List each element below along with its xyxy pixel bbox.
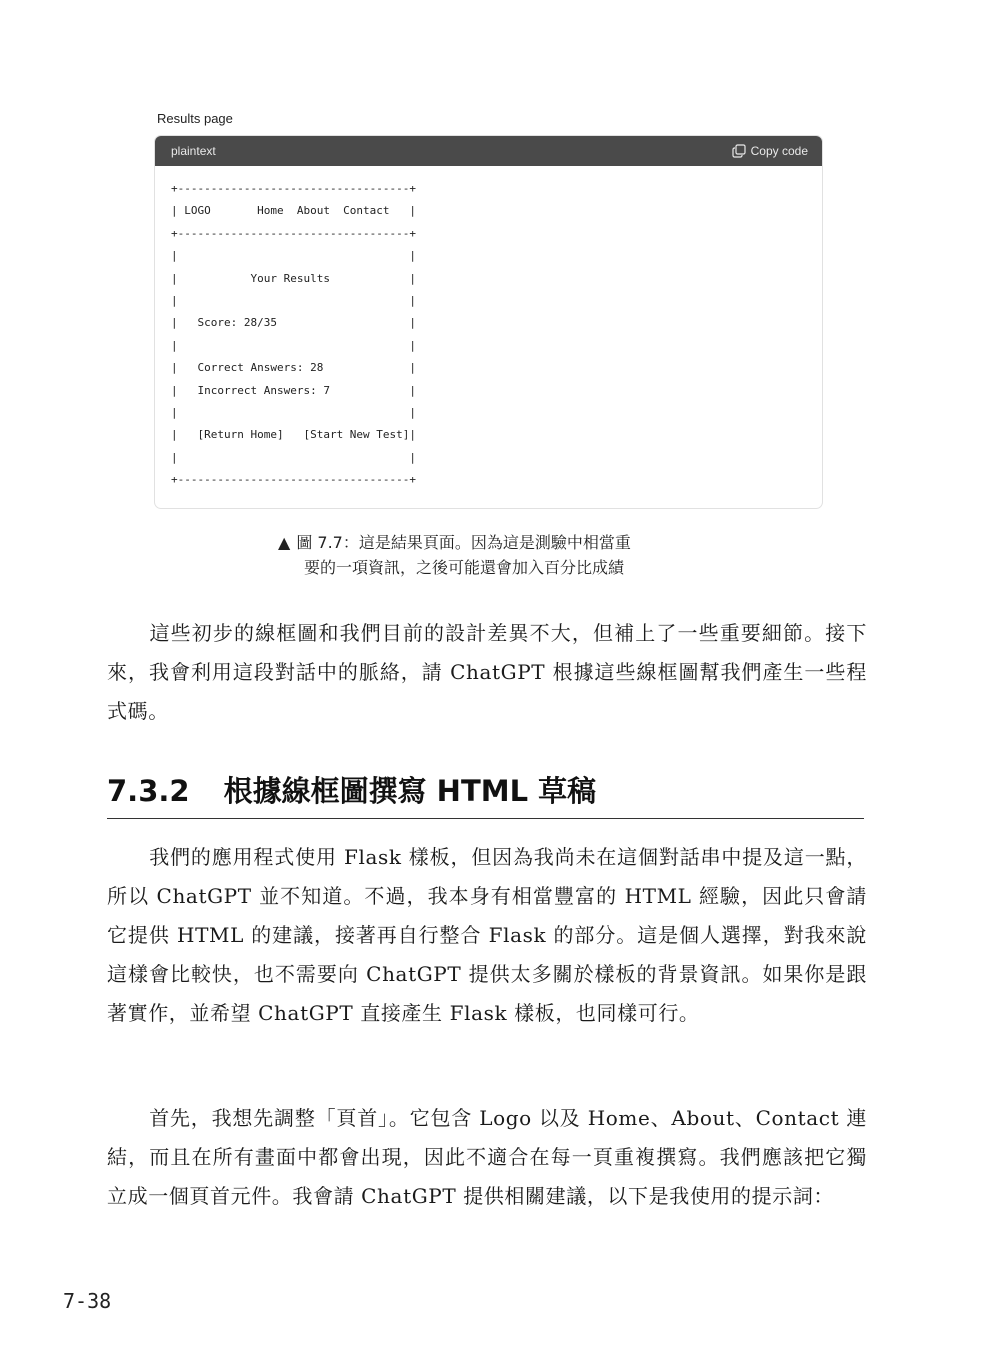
wireframe-code: +-----------------------------------+ | LOGO Home About Contact | +-----------------------------------+ | | | Your Results | | | | Score: 28/35 | | | | Correct Answers: 28 | | Incorrect Answers: 7 | | | | [Return Home] [Start New Test]| | | +-----------------------------------+ [171, 182, 417, 487]
code-block [155, 136, 822, 508]
figure-caption [278, 530, 748, 580]
caption-line-1: 圖 7.7：這是結果頁面。因為這是測驗中相當重 [296, 533, 631, 552]
paragraph-2: 我們的應用程式使用 Flask 樣板，但因為我尚未在這個對話串中提及這一點，所以 ChatGPT 並不知道。不過，我本身有相當豐富的 HTML 經驗，因此只會請它提供 HTML 的建議，接著再自行整合 Flask 的部分。這是個人選擇，對我來說這樣會比較快，也不需要向 ChatGPT 提供太多關於樣板的背景資訊。如果你是跟著實作，並希望 ChatGPT 直接產生 Flask 樣板，也同樣可行。 [107, 845, 867, 1025]
paragraph-1: 這些初步的線框圖和我們目前的設計差異不大，但補上了一些重要細節。接下來，我會利用這段對話中的脈絡，請 ChatGPT 根據這些線框圖幫我們產生一些程式碼。 [107, 621, 867, 723]
section-number: 7.3.2 [107, 774, 190, 808]
copy-icon [732, 144, 746, 158]
section-heading [107, 769, 864, 819]
figure-label: Results page [157, 111, 233, 126]
copy-code-button[interactable] [732, 144, 808, 158]
code-header [155, 136, 822, 166]
page-number: 7-38 [63, 1289, 112, 1313]
paragraph-3: 首先，我想先調整「頁首」。它包含 Logo 以及 Home、About、Contact 連結，而且在所有畫面中都會出現，因此不適合在每一頁重複撰寫。我們應該把它獨立成一個頁首元件。我會請 ChatGPT 提供相關建議，以下是我使用的提示詞： [107, 1106, 867, 1208]
code-language-label: plaintext [171, 144, 216, 158]
section-title: 根據線框圖撰寫 HTML 草稿 [223, 774, 597, 808]
copy-code-label: Copy code [750, 144, 808, 158]
triangle-marker: ▲ [278, 533, 291, 552]
caption-line-2: 要的一項資訊，之後可能還會加入百分比成績 [304, 558, 625, 577]
